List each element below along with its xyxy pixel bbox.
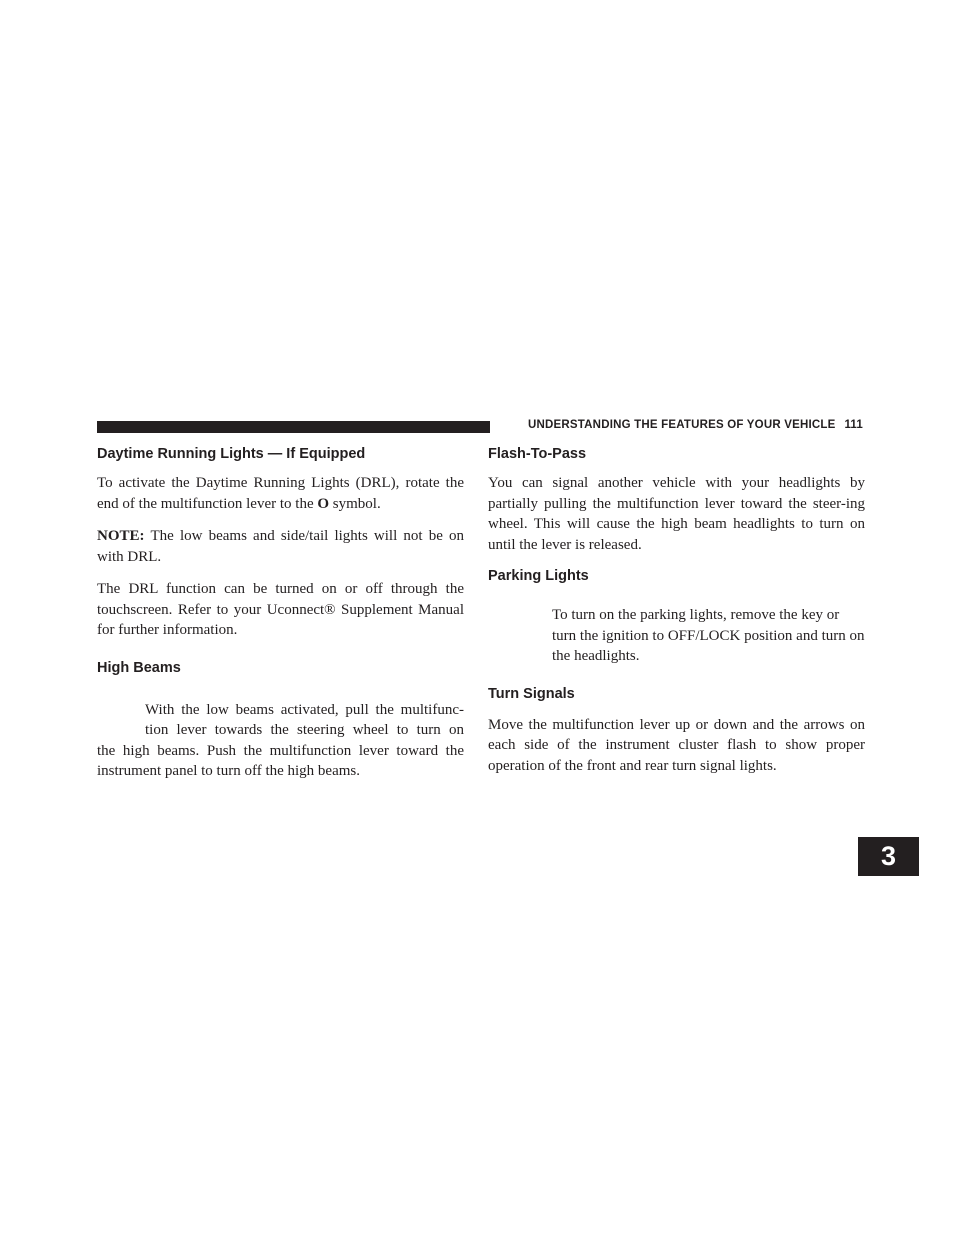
turn-signals-heading: Turn Signals bbox=[488, 685, 575, 702]
drl-note: NOTE: The low beams and side/tail lights will not be on with DRL. bbox=[97, 528, 464, 565]
note-label: NOTE: bbox=[97, 528, 145, 544]
drl-paragraph: To activate the Daytime Running Lights (DRL), rotate the end of the multifunction lever to the O symbol. bbox=[97, 475, 464, 512]
drl-symbol: O bbox=[317, 495, 330, 512]
header-rule bbox=[97, 421, 490, 433]
high-beams-body: With the low beams activated, pull the multifunc- tion lever towards the steering wheel to turn on the high beams. Push the multifunction lever toward the instrument panel to turn off the high beams. bbox=[97, 701, 464, 779]
left-column bbox=[97, 445, 464, 782]
parking-lights-heading: Parking Lights bbox=[488, 568, 589, 584]
high-beams-heading: High Beams bbox=[97, 659, 181, 676]
turn-signals-text: Move the multifunction lever up or down and the arrows on each side of the instrument cluster flash to show proper operation of the front and rear turn signal lights. bbox=[488, 716, 865, 774]
flash-to-pass-heading: Flash-To-Pass bbox=[488, 446, 587, 462]
parking-lights-text: To turn on the parking lights, remove the key or turn the ignition to OFF/LOCK position and turn on the headlights. bbox=[552, 607, 865, 664]
section-title: UNDERSTANDING THE FEATURES OF YOUR VEHICLE bbox=[528, 419, 836, 431]
running-header bbox=[503, 419, 863, 431]
right-column bbox=[488, 445, 865, 776]
drl-heading: Daytime Running Lights — If Equipped bbox=[97, 446, 366, 462]
drl-paragraph-2: The DRL function can be turned on or off through the touchscreen. Refer to your Uconnect® Supplement Manual for further information. bbox=[97, 581, 464, 638]
chapter-tab: 3 bbox=[858, 837, 919, 876]
page-number: 111 bbox=[844, 419, 863, 431]
flash-to-pass-text: You can signal another vehicle with your headlights by partially pulling the multifunction lever toward the steer-ing wheel. This will cause the high beam headlights to turn on until the lever is released. bbox=[488, 475, 865, 553]
